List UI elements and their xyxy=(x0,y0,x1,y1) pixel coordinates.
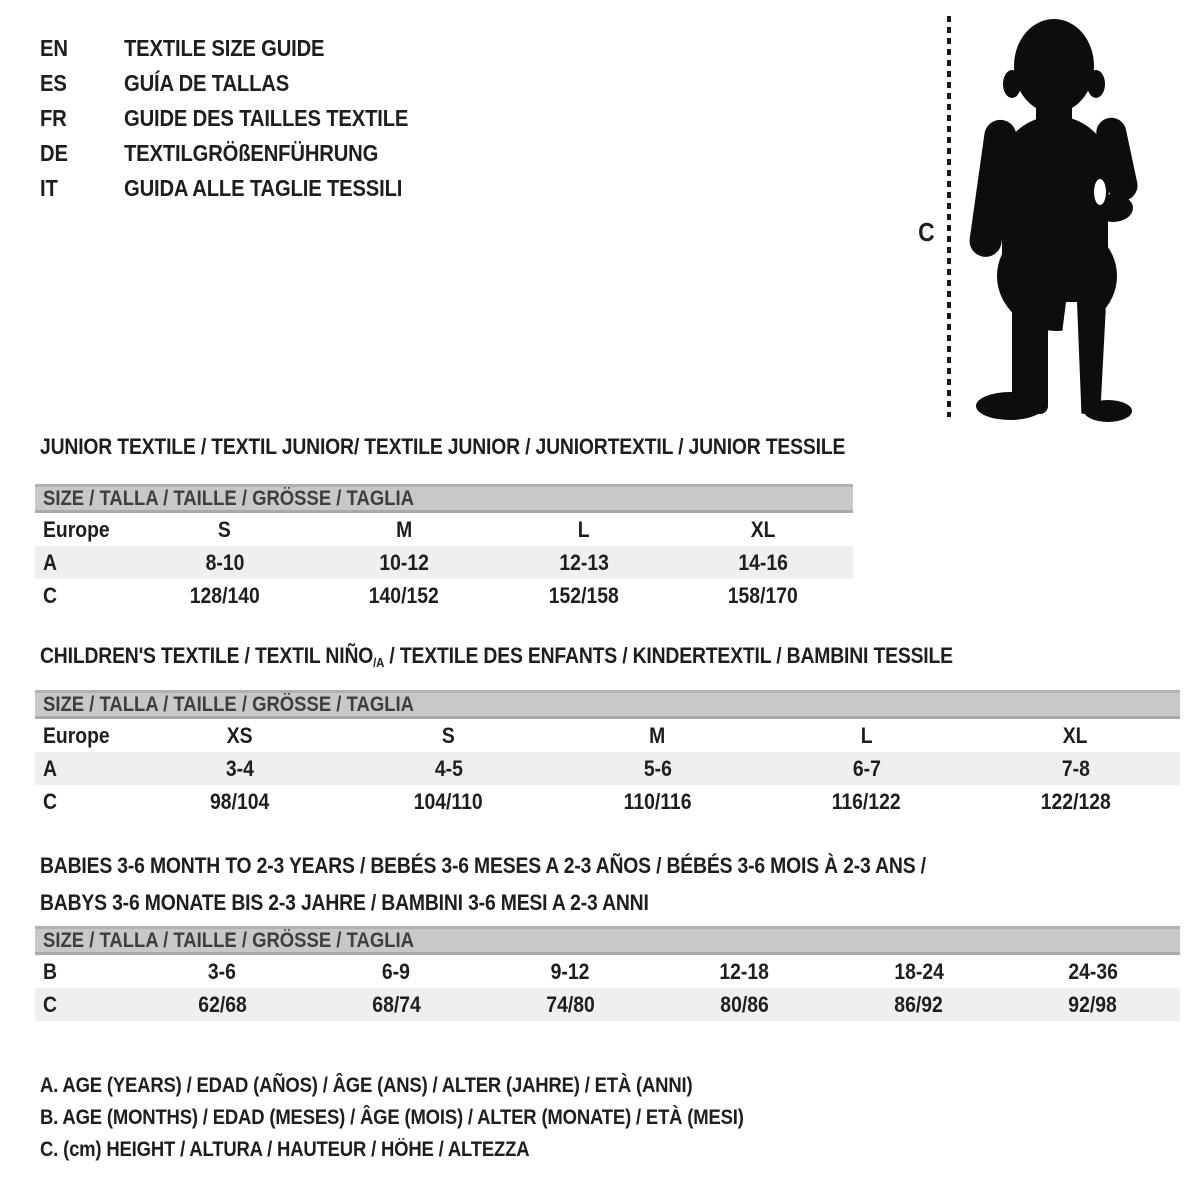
table-row-age-months: B 3-6 6-9 9-12 12-18 18-24 24-36 xyxy=(43,958,1118,984)
height-measure-dashed-line xyxy=(947,16,951,417)
row-label: C xyxy=(43,582,57,608)
children-section-title: CHILDREN'S TEXTILE / TEXTIL NIÑO/A / TEXTILE DES ENFANTS / KINDERTEXTIL / BAMBINI TESSILE xyxy=(40,643,953,670)
row-label: B xyxy=(43,958,57,984)
row-label: Europe xyxy=(43,516,110,542)
language-row-it xyxy=(40,171,447,206)
row-label: C xyxy=(43,788,57,814)
row-label: A xyxy=(43,755,57,781)
table-row-age: A 8-10 10-12 12-13 14-16 xyxy=(35,546,853,579)
table-row-europe: Europe XS S M L XL xyxy=(43,722,1088,748)
row-label: A xyxy=(43,549,57,575)
language-row-en xyxy=(40,31,447,66)
guide-title-it: GUIDA ALLE TAGLIE TESSILI xyxy=(124,175,403,201)
footnote-c: C. (cm) HEIGHT / ALTURA / HAUTEUR / HÖHE / ALTEZZA xyxy=(40,1138,530,1161)
table-row-height: C 62/68 68/74 74/80 80/86 86/92 92/98 xyxy=(35,988,1180,1021)
row-label: Europe xyxy=(43,722,110,748)
language-title-block xyxy=(40,31,447,206)
table-row-europe: Europe S M L XL xyxy=(43,516,776,542)
guide-title-es: GUÍA DE TALLAS xyxy=(124,70,290,96)
children-size-table xyxy=(35,690,1180,818)
footnote-b: B. AGE (MONTHS) / EDAD (MESES) / ÂGE (MOIS) / ALTER (MONATE) / ETÀ (MESI) xyxy=(40,1106,744,1129)
babies-section-title: BABIES 3-6 MONTH TO 2-3 YEARS / BEBÉS 3-6 MESES A 2-3 AÑOS / BÉBÉS 3-6 MOIS À 2-3 ANS / BABYS 3-6 MONATE BIS 2-3 JAHRE / BAMBINI 3-6 MESI A 2-3 ANNI xyxy=(40,853,926,915)
guide-title-en: TEXTILE SIZE GUIDE xyxy=(124,35,325,61)
table-row-age: A 3-4 4-5 5-6 6-7 7-8 xyxy=(35,752,1180,785)
size-header-bar: SIZE / TALLA / TAILLE / GRÖSSE / TAGLIA xyxy=(35,690,1180,719)
toddler-silhouette-icon xyxy=(962,14,1142,428)
language-row-es xyxy=(40,66,447,101)
language-row-de xyxy=(40,136,447,171)
language-code-es: ES xyxy=(40,70,67,96)
nino-a-subscript: /A xyxy=(373,655,385,670)
size-header-bar: SIZE / TALLA / TAILLE / GRÖSSE / TAGLIA xyxy=(35,484,853,513)
language-code-it: IT xyxy=(40,175,58,201)
language-row-fr xyxy=(40,101,447,136)
junior-size-table xyxy=(35,484,853,612)
guide-title-de: TEXTILGRÖßENFÜHRUNG xyxy=(124,140,379,166)
footnote-a: A. AGE (YEARS) / EDAD (AÑOS) / ÂGE (ANS) / ALTER (JAHRE) / ETÀ (ANNI) xyxy=(40,1074,693,1097)
legend-footnotes xyxy=(40,1070,840,1166)
size-header-bar: SIZE / TALLA / TAILLE / GRÖSSE / TAGLIA xyxy=(35,926,1180,955)
table-row-height: C 98/104 104/110 110/116 116/122 122/128 xyxy=(43,788,1111,814)
junior-section-title: JUNIOR TEXTILE / TEXTIL JUNIOR/ TEXTILE JUNIOR / JUNIORTEXTIL / JUNIOR TESSILE xyxy=(40,434,846,459)
table-row-height: C 128/140 140/152 152/158 158/170 xyxy=(43,582,799,608)
height-measure-label: C xyxy=(918,217,935,247)
language-code-en: EN xyxy=(40,35,68,61)
guide-title-fr: GUIDE DES TAILLES TEXTILE xyxy=(124,105,409,131)
language-code-de: DE xyxy=(40,140,68,166)
babies-size-table xyxy=(35,926,1180,1021)
row-label: C xyxy=(43,991,57,1017)
language-code-fr: FR xyxy=(40,105,67,131)
